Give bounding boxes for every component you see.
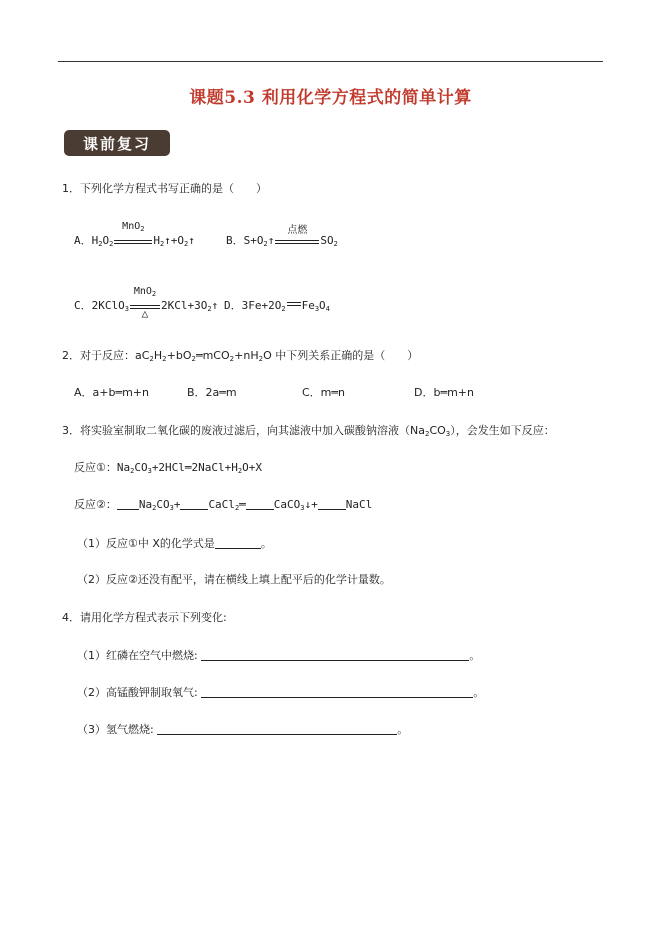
- q4-item-3: （3）氢气燃烧: 。: [77, 723, 409, 736]
- q2-option-a: A．a+b═m+n: [74, 386, 149, 399]
- q2-stem: 2．对于反应：$aC_2H_2+bO_2═mCO_2+nH_2O$ 中下列关系正确的是（ ）: [62, 349, 419, 363]
- q3-stem: 3．将实验室制取二氧化碳的废液过滤后，向其滤液中加入碳酸钠溶液$(Na_2CO_3)$，会发生如下反应：: [62, 424, 555, 438]
- q3-reaction-2: 反应②： $Na_2CO_3+$ CaCl$_2$═ CaCO$_3$↓+ NaCl: [74, 498, 373, 512]
- q1-option-d: D．$3Fe+2O_2$ $Fe_3O_4$: [224, 299, 330, 313]
- header-rule: [58, 61, 603, 62]
- page-title: 课题5.3 利用化学方程式的简单计算: [189, 88, 472, 108]
- q2-option-b: B．2a═m: [187, 386, 237, 399]
- q4-stem: 4．请用化学方程式表示下列变化:: [62, 611, 227, 624]
- q1-option-a: A．$H_2O_2$ MnO$_2$ $H_2↑+O_2↑$: [74, 221, 195, 248]
- q1-option-b: B．$S+O_2↑$ 点燃 $SO_2$: [226, 225, 338, 248]
- q4-item-2: （2）高锰酸钾制取氧气: 。: [77, 686, 485, 699]
- q3-sub-2: （2）反应②还没有配平，请在横线上填上配平后的化学计量数。: [77, 573, 391, 586]
- q2-option-d: D．b═m+n: [414, 386, 474, 399]
- q2-option-c: C．m═n: [302, 386, 345, 399]
- q3-reaction-1: 反应①：$Na_2CO_3+2HCl═2NaCl+H_2O+X$: [74, 461, 262, 475]
- q1-option-c: C．2KClO$_3$ MnO$_2$ △ $2KCl+3O_2↑$: [74, 286, 219, 320]
- q4-item-1: （1）红磷在空气中燃烧: 。: [77, 649, 481, 662]
- q3-sub-1: （1）反应①中 X的化学式是 。: [77, 537, 272, 550]
- section-badge-label: 课前复习: [82, 135, 151, 153]
- q1-stem: 1．下列化学方程式书写正确的是（ ）: [62, 182, 267, 195]
